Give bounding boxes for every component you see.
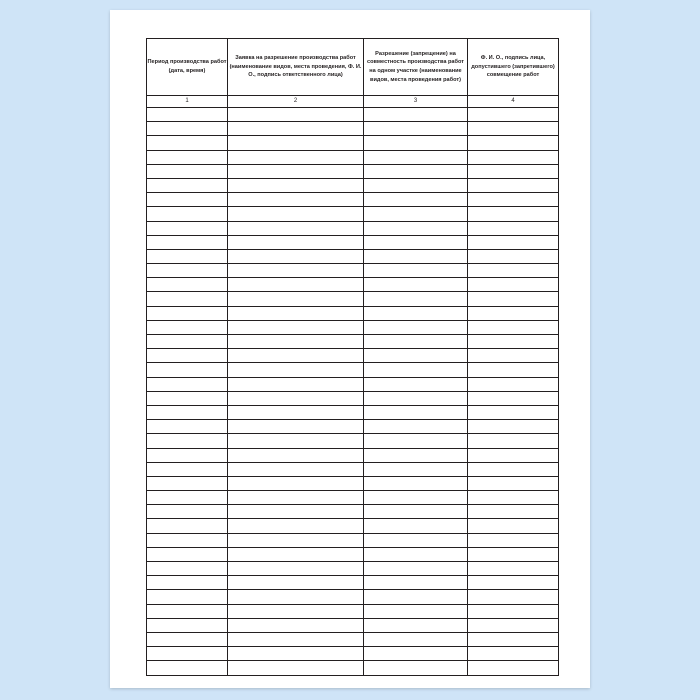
table-row (147, 108, 559, 122)
table-cell[interactable] (364, 136, 468, 150)
table-row (147, 491, 559, 505)
table-cell[interactable] (228, 462, 364, 476)
table-cell[interactable] (228, 519, 364, 533)
table-cell[interactable] (364, 150, 468, 164)
table-cell[interactable] (147, 505, 228, 519)
table-cell[interactable] (468, 590, 559, 604)
table-cell[interactable] (468, 618, 559, 632)
table-cell[interactable] (468, 604, 559, 618)
table-cell[interactable] (228, 533, 364, 547)
table-cell[interactable] (228, 335, 364, 349)
table-cell[interactable] (468, 320, 559, 334)
table-cell[interactable] (228, 405, 364, 419)
table-row (147, 122, 559, 136)
table-row (147, 562, 559, 576)
table-row (147, 306, 559, 320)
table-cell[interactable] (364, 434, 468, 448)
table-cell[interactable] (468, 448, 559, 462)
table-cell[interactable] (228, 647, 364, 661)
table-row (147, 604, 559, 618)
table-cell[interactable] (228, 320, 364, 334)
table-cell[interactable] (364, 604, 468, 618)
table-cell[interactable] (364, 264, 468, 278)
table-cell[interactable] (468, 178, 559, 192)
table-cell[interactable] (228, 491, 364, 505)
column-number-2: 2 (228, 96, 364, 108)
table-row (147, 405, 559, 419)
table-cell[interactable] (468, 391, 559, 405)
table-cell[interactable] (147, 264, 228, 278)
table-cell[interactable] (228, 661, 364, 675)
table-row (147, 150, 559, 164)
table-row (147, 533, 559, 547)
table-row (147, 164, 559, 178)
table-cell[interactable] (468, 519, 559, 533)
table-cell[interactable] (364, 363, 468, 377)
table-cell[interactable] (228, 505, 364, 519)
table-cell[interactable] (364, 193, 468, 207)
table-row (147, 576, 559, 590)
table-cell[interactable] (468, 108, 559, 122)
table-cell[interactable] (228, 122, 364, 136)
table-cell[interactable] (364, 547, 468, 561)
table-cell[interactable] (468, 249, 559, 263)
table-cell[interactable] (228, 164, 364, 178)
table-cell[interactable] (364, 590, 468, 604)
column-header-period: Период производства работ (дата, время) (147, 39, 228, 96)
table-cell[interactable] (228, 604, 364, 618)
table-cell[interactable] (364, 448, 468, 462)
table-cell[interactable] (228, 108, 364, 122)
table-cell[interactable] (364, 576, 468, 590)
table-cell[interactable] (364, 178, 468, 192)
table-cell[interactable] (364, 391, 468, 405)
table-cell[interactable] (468, 292, 559, 306)
table-cell[interactable] (364, 278, 468, 292)
table-cell[interactable] (468, 335, 559, 349)
table-cell[interactable] (147, 519, 228, 533)
table-cell[interactable] (147, 576, 228, 590)
table-cell[interactable] (228, 136, 364, 150)
table-cell[interactable] (364, 320, 468, 334)
table-cell[interactable] (147, 618, 228, 632)
table-row (147, 647, 559, 661)
table-body (147, 108, 559, 676)
table-cell[interactable] (468, 150, 559, 164)
table-row (147, 590, 559, 604)
table-cell[interactable] (468, 476, 559, 490)
table-cell[interactable] (468, 306, 559, 320)
table-cell[interactable] (364, 562, 468, 576)
table-cell[interactable] (228, 306, 364, 320)
table-cell[interactable] (147, 491, 228, 505)
table-cell[interactable] (468, 193, 559, 207)
table-row (147, 292, 559, 306)
table-row (147, 221, 559, 235)
column-number-1: 1 (147, 96, 228, 108)
table-cell[interactable] (228, 349, 364, 363)
table-cell[interactable] (228, 150, 364, 164)
table-cell[interactable] (147, 377, 228, 391)
table-cell[interactable] (468, 632, 559, 646)
table-cell[interactable] (364, 235, 468, 249)
column-header-signature: Ф. И. О., подпись лица, допустившего (запретившего) совмещение работ (468, 39, 559, 96)
table-row (147, 618, 559, 632)
table-cell[interactable] (468, 349, 559, 363)
table-cell[interactable] (228, 235, 364, 249)
table-cell[interactable] (147, 178, 228, 192)
table-row (147, 377, 559, 391)
table-cell[interactable] (147, 547, 228, 561)
table-cell[interactable] (364, 122, 468, 136)
table-cell[interactable] (147, 292, 228, 306)
table-row (147, 207, 559, 221)
column-number-4: 4 (468, 96, 559, 108)
table-cell[interactable] (147, 462, 228, 476)
table-cell[interactable] (468, 434, 559, 448)
table-row (147, 505, 559, 519)
table-cell[interactable] (468, 363, 559, 377)
table-cell[interactable] (147, 207, 228, 221)
column-header-permission: Разрешение (запрещение) на совместность производства работ на одном участке (наименование видов, места проведения работ) (364, 39, 468, 96)
table-cell[interactable] (468, 136, 559, 150)
table-cell[interactable] (228, 476, 364, 490)
table-cell[interactable] (468, 491, 559, 505)
table-cell[interactable] (147, 136, 228, 150)
table-cell[interactable] (147, 335, 228, 349)
table-cell[interactable] (228, 264, 364, 278)
table-cell[interactable] (147, 363, 228, 377)
table-cell[interactable] (147, 278, 228, 292)
table-cell[interactable] (147, 164, 228, 178)
table-row (147, 235, 559, 249)
column-header-request: Заявка на разрешение производства работ (наименование видов, места проведения, Ф. И. О., подпись ответственного лица) (228, 39, 364, 96)
table-cell[interactable] (468, 647, 559, 661)
table-cell[interactable] (364, 221, 468, 235)
table-cell[interactable] (364, 349, 468, 363)
table-cell[interactable] (228, 391, 364, 405)
table-cell[interactable] (364, 108, 468, 122)
table-cell[interactable] (468, 377, 559, 391)
table-cell[interactable] (147, 306, 228, 320)
table-cell[interactable] (228, 420, 364, 434)
table-cell[interactable] (468, 221, 559, 235)
table-row (147, 434, 559, 448)
table-row (147, 661, 559, 675)
table-cell[interactable] (147, 249, 228, 263)
table-cell[interactable] (147, 193, 228, 207)
table-row (147, 264, 559, 278)
table-cell[interactable] (364, 519, 468, 533)
table-cell[interactable] (228, 178, 364, 192)
table-row (147, 278, 559, 292)
table-cell[interactable] (228, 632, 364, 646)
table-cell[interactable] (468, 576, 559, 590)
table-row (147, 547, 559, 561)
table-row (147, 320, 559, 334)
column-number-row (147, 96, 559, 108)
table-cell[interactable] (228, 363, 364, 377)
table-row (147, 448, 559, 462)
table-row (147, 476, 559, 490)
table-row (147, 335, 559, 349)
table-cell[interactable] (468, 207, 559, 221)
table-cell[interactable] (364, 249, 468, 263)
table-cell[interactable] (147, 434, 228, 448)
table-row (147, 632, 559, 646)
table-cell[interactable] (364, 476, 468, 490)
table-row (147, 391, 559, 405)
table-row (147, 178, 559, 192)
table-cell[interactable] (228, 434, 364, 448)
table-head (147, 39, 559, 108)
table-cell[interactable] (147, 108, 228, 122)
table-cell[interactable] (147, 122, 228, 136)
table-cell[interactable] (147, 647, 228, 661)
table-row (147, 136, 559, 150)
table-cell[interactable] (364, 164, 468, 178)
column-number-3: 3 (364, 96, 468, 108)
table-cell[interactable] (147, 533, 228, 547)
table-cell[interactable] (364, 420, 468, 434)
table-cell[interactable] (468, 462, 559, 476)
table-cell[interactable] (364, 462, 468, 476)
table-cell[interactable] (228, 377, 364, 391)
table-cell[interactable] (147, 590, 228, 604)
table-cell[interactable] (147, 221, 228, 235)
table-cell[interactable] (364, 207, 468, 221)
table-cell[interactable] (364, 405, 468, 419)
table-cell[interactable] (468, 405, 559, 419)
table-row (147, 349, 559, 363)
table-cell[interactable] (468, 264, 559, 278)
table-row (147, 249, 559, 263)
table-cell[interactable] (468, 122, 559, 136)
table-cell[interactable] (147, 476, 228, 490)
table-cell[interactable] (147, 448, 228, 462)
table-cell[interactable] (147, 320, 228, 334)
table-cell[interactable] (228, 562, 364, 576)
table-cell[interactable] (468, 661, 559, 675)
table-cell[interactable] (147, 562, 228, 576)
table-row (147, 420, 559, 434)
table-cell[interactable] (364, 647, 468, 661)
table-cell[interactable] (147, 632, 228, 646)
table-cell[interactable] (147, 420, 228, 434)
table-cell[interactable] (228, 590, 364, 604)
table-cell[interactable] (228, 547, 364, 561)
table-row (147, 363, 559, 377)
table-header-row (147, 39, 559, 96)
table-cell[interactable] (468, 562, 559, 576)
table-cell[interactable] (364, 335, 468, 349)
table-cell[interactable] (228, 292, 364, 306)
table-cell[interactable] (228, 278, 364, 292)
table-cell[interactable] (228, 207, 364, 221)
table-cell[interactable] (364, 505, 468, 519)
table-cell[interactable] (468, 533, 559, 547)
table-cell[interactable] (228, 249, 364, 263)
table-cell[interactable] (228, 193, 364, 207)
table-cell[interactable] (364, 632, 468, 646)
table-cell[interactable] (468, 164, 559, 178)
table-cell[interactable] (228, 576, 364, 590)
table-cell[interactable] (468, 420, 559, 434)
table-cell[interactable] (147, 391, 228, 405)
table-cell[interactable] (228, 448, 364, 462)
table-cell[interactable] (468, 547, 559, 561)
table-cell[interactable] (147, 405, 228, 419)
table-cell[interactable] (364, 292, 468, 306)
table-cell[interactable] (228, 618, 364, 632)
table-row (147, 462, 559, 476)
table-cell[interactable] (468, 505, 559, 519)
table-cell[interactable] (147, 604, 228, 618)
table-cell[interactable] (147, 150, 228, 164)
table-cell[interactable] (364, 618, 468, 632)
table-cell[interactable] (147, 349, 228, 363)
table-cell[interactable] (364, 661, 468, 675)
table-cell[interactable] (364, 491, 468, 505)
table-row (147, 193, 559, 207)
table-cell[interactable] (364, 533, 468, 547)
table-cell[interactable] (364, 306, 468, 320)
document-page (110, 10, 590, 688)
table-cell[interactable] (364, 377, 468, 391)
table-cell[interactable] (147, 661, 228, 675)
table-row (147, 519, 559, 533)
table-cell[interactable] (228, 221, 364, 235)
table-cell[interactable] (468, 278, 559, 292)
work-permit-log-table (146, 38, 559, 676)
table-cell[interactable] (147, 235, 228, 249)
table-cell[interactable] (468, 235, 559, 249)
